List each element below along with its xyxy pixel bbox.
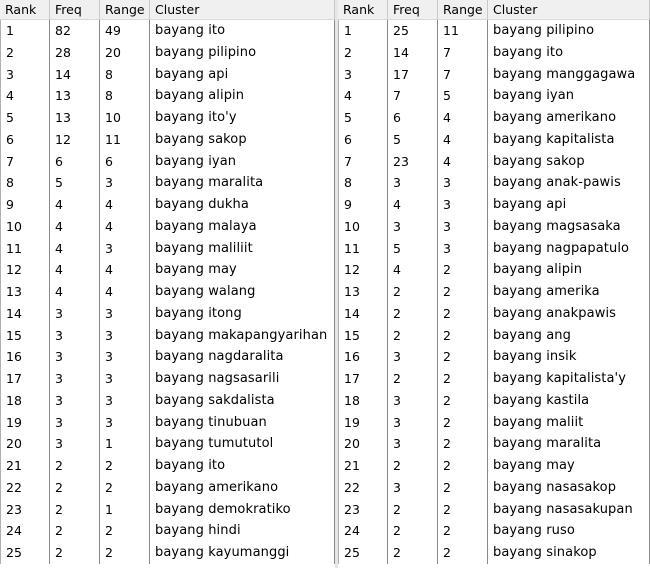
row-16-range-cell[interactable]: 2 [438,346,488,368]
row-19-rank-cell[interactable]: 19 [338,412,388,434]
row-11-freq-cell[interactable]: 5 [388,238,438,260]
row-11-cluster-cell[interactable]: bayang maliliit [150,238,335,260]
column-header-range[interactable]: Range [100,0,150,20]
row-5-cluster-cell[interactable]: bayang amerikano [488,107,650,129]
row-13-freq-cell[interactable]: 2 [388,281,438,303]
row-3-cluster-cell[interactable]: bayang manggagawa [488,64,650,86]
row-18-freq-cell[interactable]: 3 [388,390,438,412]
row-8-rank-cell[interactable]: 8 [338,172,388,194]
row-21-freq-cell[interactable]: 2 [388,455,438,477]
row-4-cluster-cell[interactable]: bayang iyan [488,85,650,107]
row-5-range-cell[interactable]: 10 [100,107,150,129]
row-25-rank-cell[interactable]: 25 [0,542,50,564]
column-header-freq[interactable]: Freq [50,0,100,20]
row-20-freq-cell[interactable]: 3 [388,433,438,455]
row-11-rank-cell[interactable]: 11 [338,238,388,260]
row-25-freq-cell[interactable]: 2 [50,542,100,564]
row-3-range-cell[interactable]: 7 [438,64,488,86]
column-header-rank[interactable]: Rank [0,0,50,20]
row-8-rank-cell[interactable]: 8 [0,172,50,194]
row-21-rank-cell[interactable]: 21 [338,455,388,477]
row-24-range-cell[interactable]: 2 [100,520,150,542]
row-13-cluster-cell[interactable]: bayang walang [150,281,335,303]
row-21-range-cell[interactable]: 2 [438,455,488,477]
row-10-freq-cell[interactable]: 4 [50,216,100,238]
row-5-cluster-cell[interactable]: bayang ito'y [150,107,335,129]
row-6-rank-cell[interactable]: 6 [338,129,388,151]
row-5-rank-cell[interactable]: 5 [0,107,50,129]
row-14-range-cell[interactable]: 2 [438,303,488,325]
row-1-rank-cell[interactable]: 1 [0,20,50,42]
row-17-rank-cell[interactable]: 17 [0,368,50,390]
row-14-cluster-cell[interactable]: bayang itong [150,303,335,325]
row-9-cluster-cell[interactable]: bayang dukha [150,194,335,216]
row-6-range-cell[interactable]: 4 [438,129,488,151]
column-header-freq[interactable]: Freq [388,0,438,20]
column-header-rank[interactable]: Rank [338,0,388,20]
row-16-rank-cell[interactable]: 16 [338,346,388,368]
row-12-freq-cell[interactable]: 4 [388,259,438,281]
row-4-range-cell[interactable]: 8 [100,85,150,107]
row-11-cluster-cell[interactable]: bayang nagpapatulo [488,238,650,260]
row-22-rank-cell[interactable]: 22 [338,477,388,499]
column-header-cluster[interactable]: Cluster [150,0,335,20]
row-15-rank-cell[interactable]: 15 [338,325,388,347]
row-12-rank-cell[interactable]: 12 [338,259,388,281]
row-23-range-cell[interactable]: 1 [100,499,150,521]
row-18-range-cell[interactable]: 3 [100,390,150,412]
row-1-freq-cell[interactable]: 82 [50,20,100,42]
row-8-freq-cell[interactable]: 3 [388,172,438,194]
row-14-freq-cell[interactable]: 2 [388,303,438,325]
row-25-range-cell[interactable]: 2 [100,542,150,564]
row-25-cluster-cell[interactable]: bayang kayumanggi [150,542,335,564]
row-20-cluster-cell[interactable]: bayang tumututol [150,433,335,455]
row-22-rank-cell[interactable]: 22 [0,477,50,499]
row-23-cluster-cell[interactable]: bayang nasasakupan [488,499,650,521]
row-13-freq-cell[interactable]: 4 [50,281,100,303]
row-7-range-cell[interactable]: 4 [438,151,488,173]
column-header-cluster[interactable]: Cluster [488,0,650,20]
row-20-range-cell[interactable]: 1 [100,433,150,455]
row-1-cluster-cell[interactable]: bayang pilipino [488,20,650,42]
row-17-cluster-cell[interactable]: bayang nagsasarili [150,368,335,390]
row-3-freq-cell[interactable]: 14 [50,64,100,86]
row-10-cluster-cell[interactable]: bayang malaya [150,216,335,238]
row-1-cluster-cell[interactable]: bayang ito [150,20,335,42]
row-11-range-cell[interactable]: 3 [438,238,488,260]
row-6-rank-cell[interactable]: 6 [0,129,50,151]
row-20-rank-cell[interactable]: 20 [338,433,388,455]
row-3-rank-cell[interactable]: 3 [338,64,388,86]
row-11-range-cell[interactable]: 3 [100,238,150,260]
row-8-cluster-cell[interactable]: bayang maralita [150,172,335,194]
row-22-freq-cell[interactable]: 2 [50,477,100,499]
row-6-range-cell[interactable]: 11 [100,129,150,151]
row-7-rank-cell[interactable]: 7 [338,151,388,173]
row-7-freq-cell[interactable]: 6 [50,151,100,173]
row-19-cluster-cell[interactable]: bayang tinubuan [150,412,335,434]
right-cluster-table [338,0,650,568]
row-12-freq-cell[interactable]: 4 [50,259,100,281]
row-20-freq-cell[interactable]: 3 [50,433,100,455]
row-8-cluster-cell[interactable]: bayang anak-pawis [488,172,650,194]
row-17-range-cell[interactable]: 2 [438,368,488,390]
row-18-freq-cell[interactable]: 3 [50,390,100,412]
row-16-cluster-cell[interactable]: bayang insik [488,346,650,368]
row-3-range-cell[interactable]: 8 [100,64,150,86]
row-9-freq-cell[interactable]: 4 [388,194,438,216]
row-19-freq-cell[interactable]: 3 [388,412,438,434]
row-22-freq-cell[interactable]: 3 [388,477,438,499]
row-12-cluster-cell[interactable]: bayang may [150,259,335,281]
row-17-freq-cell[interactable]: 3 [50,368,100,390]
row-21-cluster-cell[interactable]: bayang may [488,455,650,477]
row-3-rank-cell[interactable]: 3 [0,64,50,86]
row-12-range-cell[interactable]: 2 [438,259,488,281]
row-20-cluster-cell[interactable]: bayang maralita [488,433,650,455]
row-19-range-cell[interactable]: 2 [438,412,488,434]
row-19-freq-cell[interactable]: 3 [50,412,100,434]
row-10-freq-cell[interactable]: 3 [388,216,438,238]
row-4-rank-cell[interactable]: 4 [0,85,50,107]
row-24-rank-cell[interactable]: 24 [338,520,388,542]
row-2-cluster-cell[interactable]: bayang pilipino [150,42,335,64]
column-header-range[interactable]: Range [438,0,488,20]
row-9-cluster-cell[interactable]: bayang api [488,194,650,216]
row-25-cluster-cell[interactable]: bayang sinakop [488,542,650,564]
row-4-range-cell[interactable]: 5 [438,85,488,107]
row-8-range-cell[interactable]: 3 [100,172,150,194]
row-24-cluster-cell[interactable]: bayang ruso [488,520,650,542]
row-13-cluster-cell[interactable]: bayang amerika [488,281,650,303]
row-16-range-cell[interactable]: 3 [100,346,150,368]
row-3-cluster-cell[interactable]: bayang api [150,64,335,86]
row-18-cluster-cell[interactable]: bayang sakdalista [150,390,335,412]
row-14-cluster-cell[interactable]: bayang anakpawis [488,303,650,325]
row-18-rank-cell[interactable]: 18 [338,390,388,412]
row-1-range-cell[interactable]: 49 [100,20,150,42]
row-17-range-cell[interactable]: 3 [100,368,150,390]
row-2-rank-cell[interactable]: 2 [0,42,50,64]
row-16-freq-cell[interactable]: 3 [50,346,100,368]
row-13-range-cell[interactable]: 4 [100,281,150,303]
row-22-range-cell[interactable]: 2 [438,477,488,499]
row-6-cluster-cell[interactable]: bayang sakop [150,129,335,151]
row-21-range-cell[interactable]: 2 [100,455,150,477]
row-12-rank-cell[interactable]: 12 [0,259,50,281]
row-19-range-cell[interactable]: 3 [100,412,150,434]
row-1-rank-cell[interactable]: 1 [338,20,388,42]
row-14-range-cell[interactable]: 3 [100,303,150,325]
row-18-rank-cell[interactable]: 18 [0,390,50,412]
row-23-rank-cell[interactable]: 23 [0,499,50,521]
row-6-cluster-cell[interactable]: bayang kapitalista [488,129,650,151]
row-24-freq-cell[interactable]: 2 [50,520,100,542]
row-16-cluster-cell[interactable]: bayang nagdaralita [150,346,335,368]
row-4-cluster-cell[interactable]: bayang alipin [150,85,335,107]
row-24-range-cell[interactable]: 2 [438,520,488,542]
row-2-freq-cell[interactable]: 14 [388,42,438,64]
row-15-freq-cell[interactable]: 3 [50,325,100,347]
row-24-freq-cell[interactable]: 2 [388,520,438,542]
row-20-rank-cell[interactable]: 20 [0,433,50,455]
row-21-freq-cell[interactable]: 2 [50,455,100,477]
row-9-rank-cell[interactable]: 9 [0,194,50,216]
row-15-cluster-cell[interactable]: bayang makapangyarihan [150,325,335,347]
row-14-rank-cell[interactable]: 14 [338,303,388,325]
row-14-freq-cell[interactable]: 3 [50,303,100,325]
row-9-range-cell[interactable]: 4 [100,194,150,216]
row-24-rank-cell[interactable]: 24 [0,520,50,542]
row-5-freq-cell[interactable]: 13 [50,107,100,129]
row-15-rank-cell[interactable]: 15 [0,325,50,347]
row-19-cluster-cell[interactable]: bayang maliit [488,412,650,434]
row-25-rank-cell[interactable]: 25 [338,542,388,564]
row-23-freq-cell[interactable]: 2 [388,499,438,521]
row-12-cluster-cell[interactable]: bayang alipin [488,259,650,281]
row-2-cluster-cell[interactable]: bayang ito [488,42,650,64]
row-17-freq-cell[interactable]: 2 [388,368,438,390]
row-9-range-cell[interactable]: 3 [438,194,488,216]
row-17-rank-cell[interactable]: 17 [338,368,388,390]
row-1-freq-cell[interactable]: 25 [388,20,438,42]
row-23-cluster-cell[interactable]: bayang demokratiko [150,499,335,521]
row-2-range-cell[interactable]: 7 [438,42,488,64]
row-3-freq-cell[interactable]: 17 [388,64,438,86]
row-4-freq-cell[interactable]: 7 [388,85,438,107]
row-5-rank-cell[interactable]: 5 [338,107,388,129]
row-13-rank-cell[interactable]: 13 [0,281,50,303]
row-23-freq-cell[interactable]: 2 [50,499,100,521]
row-13-range-cell[interactable]: 2 [438,281,488,303]
row-7-cluster-cell[interactable]: bayang sakop [488,151,650,173]
row-22-cluster-cell[interactable]: bayang amerikano [150,477,335,499]
row-22-range-cell[interactable]: 2 [100,477,150,499]
row-10-range-cell[interactable]: 4 [100,216,150,238]
row-7-cluster-cell[interactable]: bayang iyan [150,151,335,173]
row-2-freq-cell[interactable]: 28 [50,42,100,64]
row-9-rank-cell[interactable]: 9 [338,194,388,216]
row-11-freq-cell[interactable]: 4 [50,238,100,260]
row-22-cluster-cell[interactable]: bayang nasasakop [488,477,650,499]
row-7-freq-cell[interactable]: 23 [388,151,438,173]
row-10-cluster-cell[interactable]: bayang magsasaka [488,216,650,238]
row-8-range-cell[interactable]: 3 [438,172,488,194]
row-23-range-cell[interactable]: 2 [438,499,488,521]
row-16-rank-cell[interactable]: 16 [0,346,50,368]
row-20-range-cell[interactable]: 2 [438,433,488,455]
row-15-range-cell[interactable]: 2 [438,325,488,347]
row-13-rank-cell[interactable]: 13 [338,281,388,303]
row-9-freq-cell[interactable]: 4 [50,194,100,216]
row-17-cluster-cell[interactable]: bayang kapitalista'y [488,368,650,390]
row-14-rank-cell[interactable]: 14 [0,303,50,325]
row-4-freq-cell[interactable]: 13 [50,85,100,107]
row-21-cluster-cell[interactable]: bayang ito [150,455,335,477]
row-18-range-cell[interactable]: 2 [438,390,488,412]
row-2-range-cell[interactable]: 20 [100,42,150,64]
row-15-cluster-cell[interactable]: bayang ang [488,325,650,347]
row-5-freq-cell[interactable]: 6 [388,107,438,129]
row-18-cluster-cell[interactable]: bayang kastila [488,390,650,412]
row-10-rank-cell[interactable]: 10 [0,216,50,238]
row-7-rank-cell[interactable]: 7 [0,151,50,173]
row-11-rank-cell[interactable]: 11 [0,238,50,260]
row-12-range-cell[interactable]: 4 [100,259,150,281]
row-23-rank-cell[interactable]: 23 [338,499,388,521]
row-15-freq-cell[interactable]: 2 [388,325,438,347]
row-10-rank-cell[interactable]: 10 [338,216,388,238]
row-16-freq-cell[interactable]: 3 [388,346,438,368]
row-10-range-cell[interactable]: 3 [438,216,488,238]
row-4-rank-cell[interactable]: 4 [338,85,388,107]
row-6-freq-cell[interactable]: 5 [388,129,438,151]
row-6-freq-cell[interactable]: 12 [50,129,100,151]
row-19-rank-cell[interactable]: 19 [0,412,50,434]
row-8-freq-cell[interactable]: 5 [50,172,100,194]
row-5-range-cell[interactable]: 4 [438,107,488,129]
row-2-rank-cell[interactable]: 2 [338,42,388,64]
row-21-rank-cell[interactable]: 21 [0,455,50,477]
row-15-range-cell[interactable]: 3 [100,325,150,347]
row-24-cluster-cell[interactable]: bayang hindi [150,520,335,542]
row-25-range-cell[interactable]: 2 [438,542,488,564]
row-25-freq-cell[interactable]: 2 [388,542,438,564]
row-1-range-cell[interactable]: 11 [438,20,488,42]
row-7-range-cell[interactable]: 6 [100,151,150,173]
